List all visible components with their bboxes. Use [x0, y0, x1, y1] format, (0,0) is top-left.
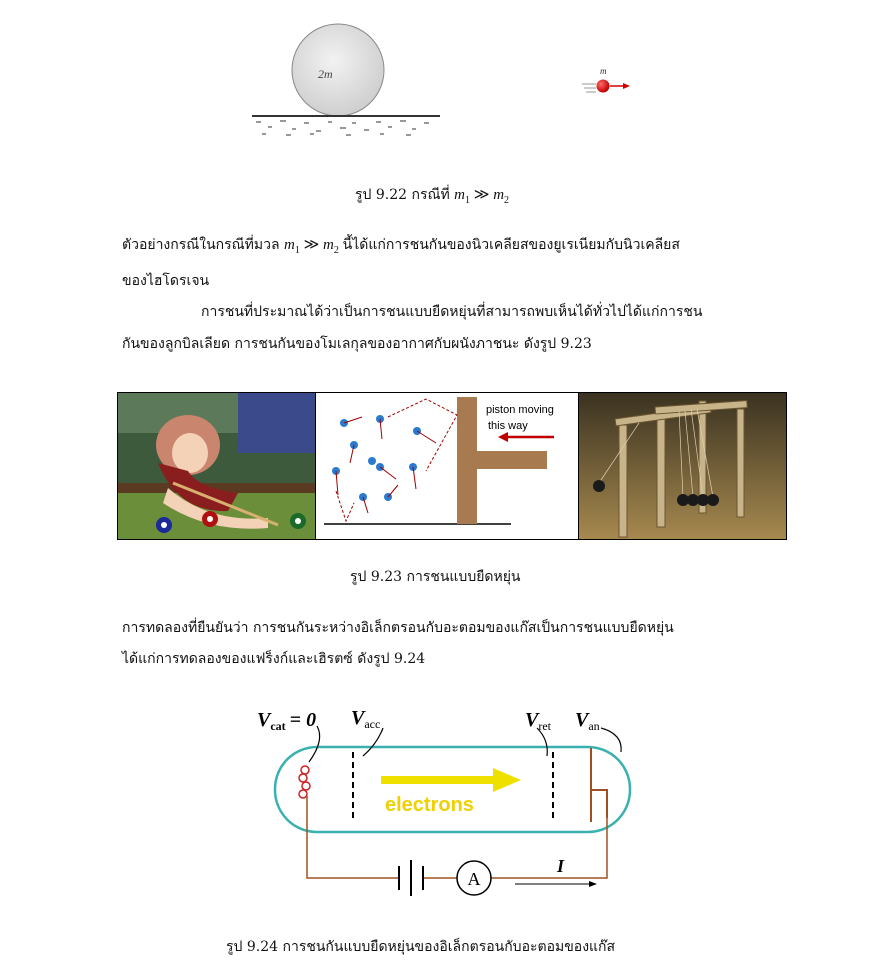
ammeter-label: A	[467, 869, 481, 889]
ground-texture	[256, 120, 429, 136]
franck-hertz-diagram	[245, 700, 645, 900]
newtons-cradle-drawing	[579, 393, 786, 539]
newtons-cradle-image	[578, 393, 786, 539]
figure-9-22	[230, 18, 650, 143]
caption-text: รูป 9.22 กรณีที่	[355, 187, 450, 203]
paragraph-2-line-1: การชนที่ประมาณได้ว่าเป็นการชนแบบยืดหยุ่นที่สามารถพบเห็นได้ทั่วไปได้แก่การชน	[201, 304, 703, 320]
container-wall	[457, 397, 477, 524]
electrons-arrow	[493, 768, 521, 792]
molecule-paths	[336, 399, 457, 521]
gas-molecules	[332, 415, 421, 501]
figure-9-23	[117, 392, 787, 540]
motion-lines	[582, 84, 596, 92]
piston-diagram	[315, 393, 577, 539]
paragraph-1	[122, 235, 680, 291]
velocity-arrowhead	[623, 83, 630, 89]
small-ball-label: m	[600, 66, 607, 76]
piston-label-line-1: piston moving	[486, 404, 555, 416]
battery-symbol	[399, 860, 423, 896]
cradle-ball-5	[707, 494, 719, 506]
large-ball-label: 2m	[318, 67, 333, 81]
cradle-ball-1	[593, 480, 605, 492]
v-cat-label: $V_{cat} = 0$	[257, 709, 317, 733]
figure-9-23-caption: รูป 9.23 การชนแบบยืดหยุ่น	[350, 569, 521, 585]
current-label: I	[557, 856, 565, 876]
paragraph-1-line-2: ของไฮโดรเจน	[122, 273, 210, 289]
electrons-label: electrons	[385, 794, 474, 816]
figure-9-24-caption: รูป 9.24 การชนกันแบบยืดหยุ่นของอิเล็กตรอนกับอะตอมของแก๊ส	[226, 939, 616, 955]
paragraph-3-line-1: การทดลองที่ยืนยันว่า การชนกันระหว่างอิเล็กตรอนกับอะตอมของแก๊สเป็นการชนแบบยืดหยุ่น	[122, 620, 674, 636]
gas-tube	[275, 747, 630, 832]
v-acc-label: $V_{acc}$	[351, 707, 381, 731]
figure-9-24	[245, 700, 645, 900]
piston-rod	[477, 451, 547, 469]
large-ball	[292, 24, 384, 116]
small-red-ball	[597, 80, 610, 93]
figure-9-22-caption	[355, 184, 509, 206]
v-ret-label: $V_{ret}$	[525, 709, 551, 733]
piston-label-line-2: this way	[488, 420, 529, 432]
paragraph-2-line-2: กันของลูกบิลเลียด การชนกันของโมเลกุลของอากาศกับผนังภาชนะ ดังรูป 9.23	[122, 336, 592, 352]
figure-9-22-drawing	[230, 18, 650, 143]
v-an-label: $V_{an}$	[575, 709, 600, 733]
piston-gas-drawing	[316, 393, 577, 539]
paragraph-1-line-1: ตัวอย่างกรณีในกรณีที่มวล $m_1$ ≫ $m_2$ นี้ได้แก่การชนกันของนิวเคลียสของยูเรเนียมกับนิวเคลียส	[122, 237, 680, 256]
paragraph-3-line-2: ได้แก่การทดลองของแฟร็งก์และเฮิรตซ์ ดังรูป 9.24	[122, 651, 426, 667]
billiards-image	[118, 393, 315, 539]
mass-inequality: $m_1$ ≫ $m_2$	[454, 187, 510, 206]
cathode-coil	[299, 766, 310, 798]
billiards-illustration	[118, 393, 315, 539]
